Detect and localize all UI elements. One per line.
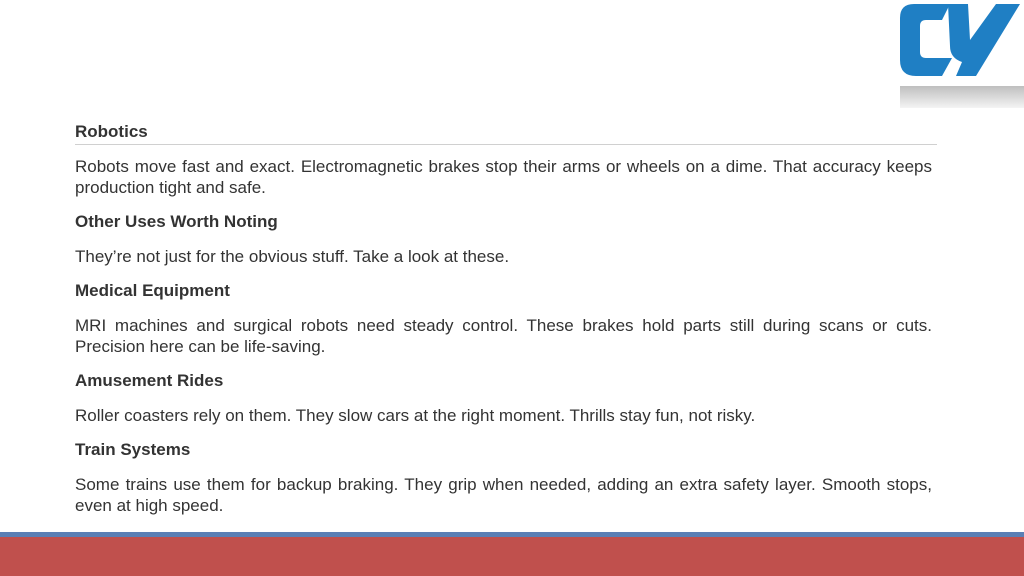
section-text-other-uses: They’re not just for the obvious stuff. Take a look at these.: [75, 247, 510, 266]
section-heading-train: Train Systems: [75, 440, 191, 459]
cy-logo-icon: [898, 0, 1024, 110]
section-text-train: Some trains use them for backup braking. They grip when needed, adding an extra safety layer. Smooth stops, even at high speed.: [75, 475, 932, 515]
company-logo: [898, 0, 1024, 110]
footer-band: [0, 537, 1024, 576]
section-heading-robotics: Robotics: [75, 122, 148, 141]
section-text-amusement: Roller coasters rely on them. They slow cars at the right moment. Thrills stay fun, not risky.: [75, 406, 756, 425]
section-text-robotics: Robots move fast and exact. Electromagnetic brakes stop their arms or wheels on a dime. That accuracy keeps production tight and safe.: [75, 157, 932, 197]
section-heading-other-uses: Other Uses Worth Noting: [75, 212, 278, 231]
section-heading-medical: Medical Equipment: [75, 281, 230, 300]
section-heading-amusement: Amusement Rides: [75, 371, 224, 390]
section-text-medical: MRI machines and surgical robots need steady control. These brakes hold parts still during scans or cuts. Precision here can be life-saving.: [75, 316, 932, 356]
content-body: [75, 121, 932, 516]
